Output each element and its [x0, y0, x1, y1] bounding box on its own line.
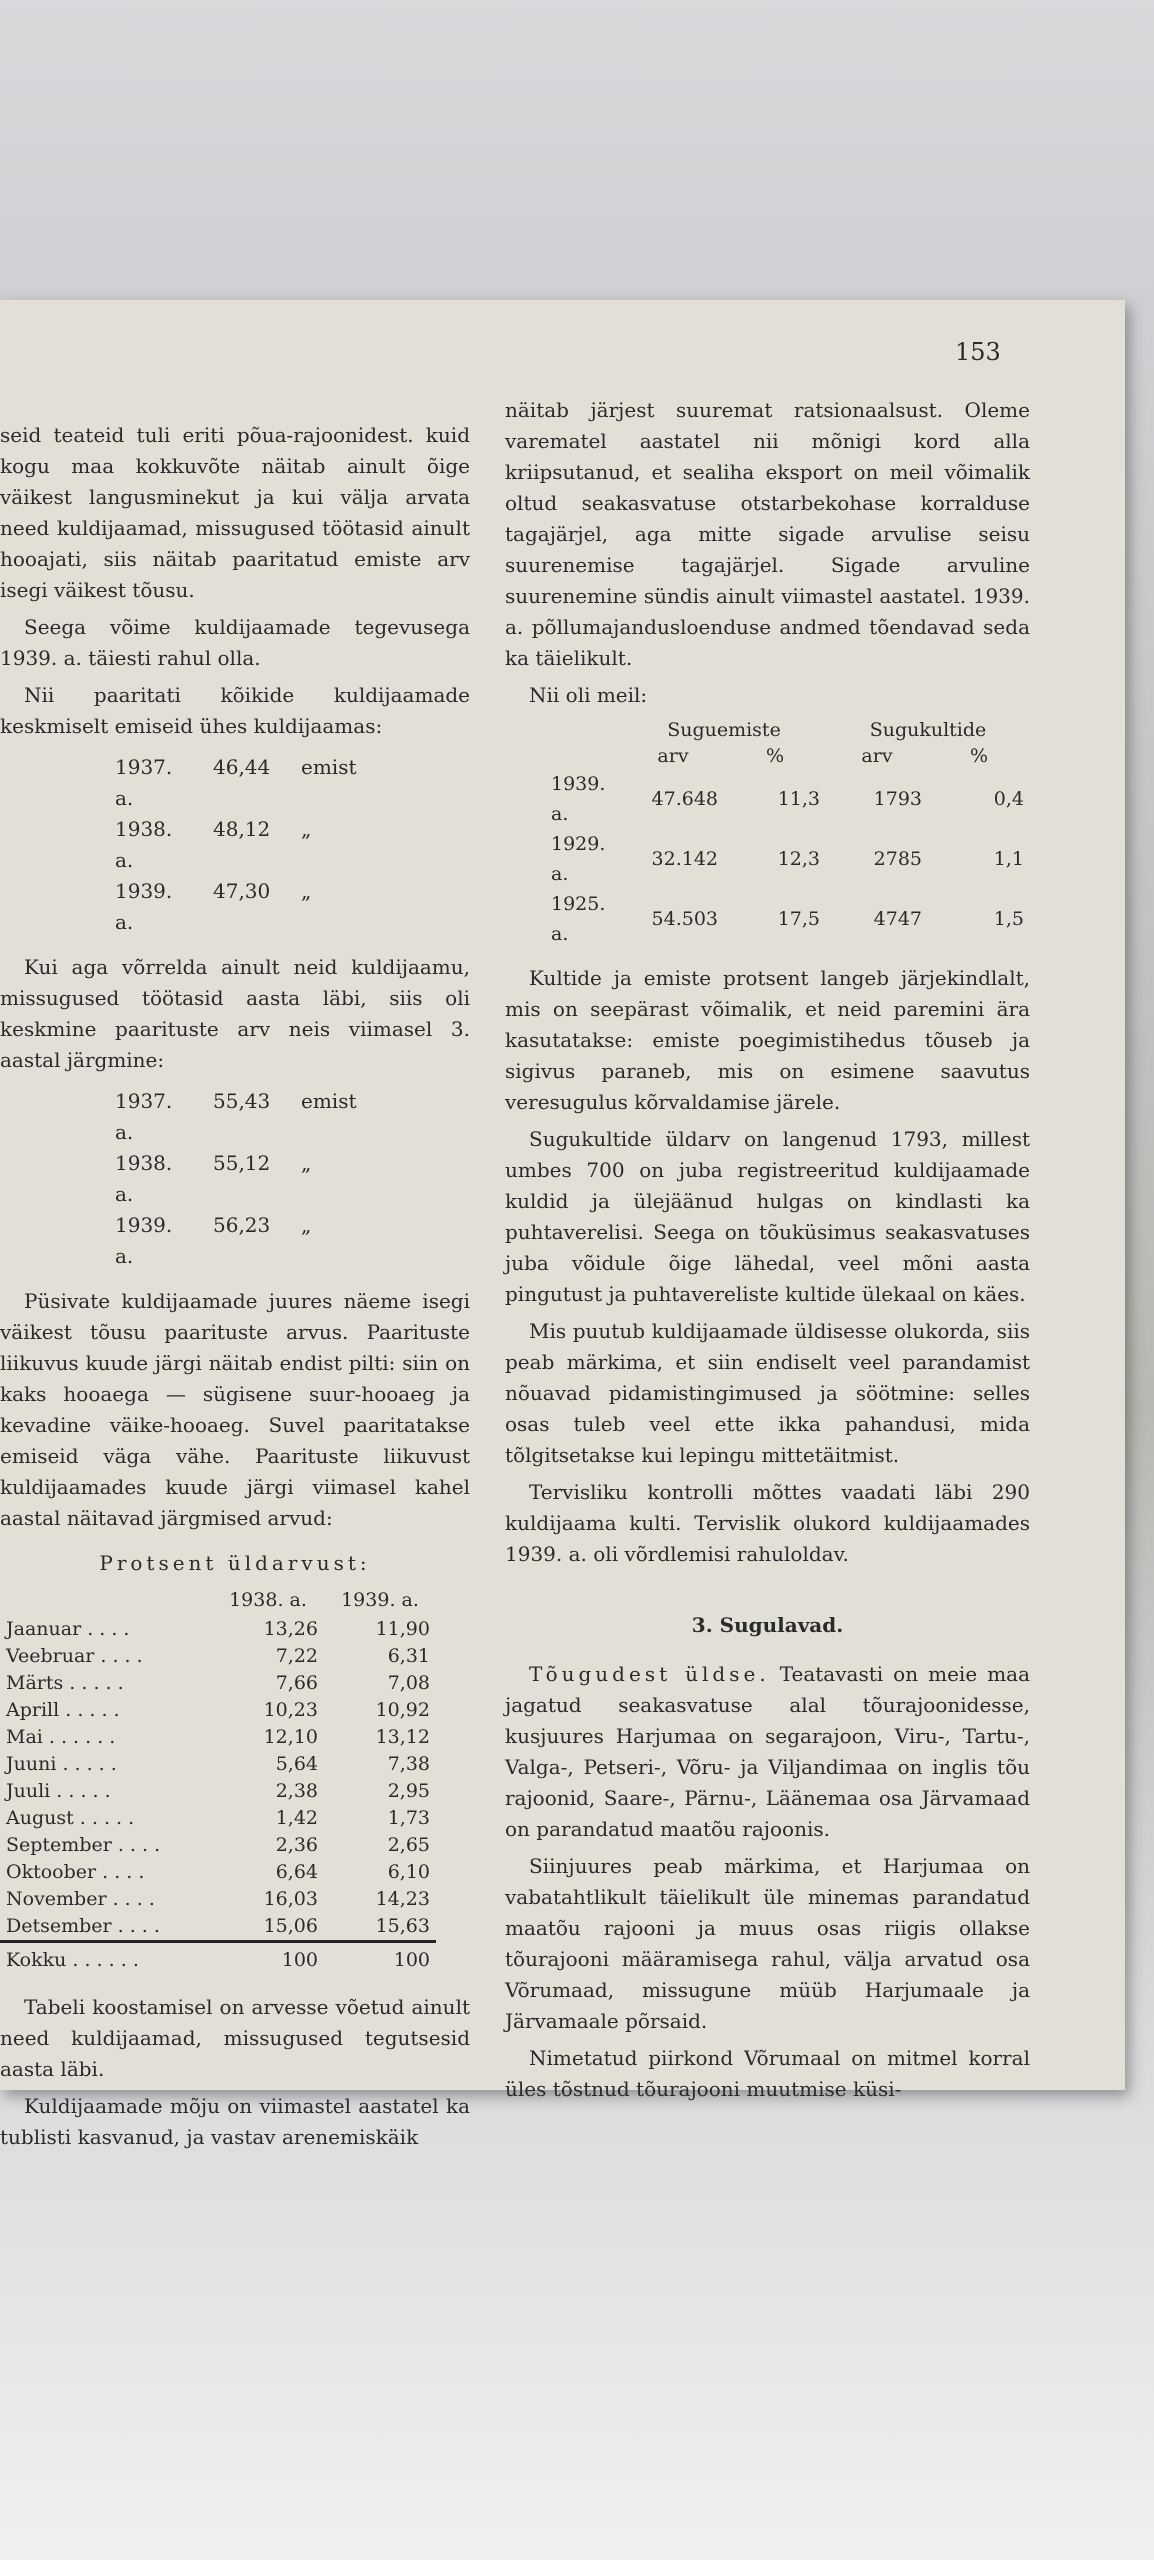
- average-list-1: [115, 752, 470, 938]
- paragraph: Kuldijaamade mõju on viimastel aastatel ka tublisti kasvanud, ja vastav arenemiskäik: [0, 2094, 470, 2149]
- table-row: September . . . . 2,36 2,65: [6, 1834, 430, 1856]
- paragraph: näitab järjest suuremat ratsionaalsust. Oleme varematel aastatel nii mõnigi kord alla kriipsutanud, et sealiha eksport on meil võimalik oltud seakasvatuse otstarbekohase korralduse tagajärjel, aga mitte sigade arvulise seisu suurenemise tagajärjel. Sigade arvuline suurenemine sündis ainult viimastel aastatel. 1939. a. põllumajandusloenduse andmed tõendavad seda ka täielikult.: [505, 398, 1030, 670]
- table-row: 1925. a. 54.503 17,5 4747 1,5: [551, 893, 1024, 945]
- paragraph: Nii paaritati kõikide kuldijaamade keskmiselt emiseid ühes kuldijaamas:: [0, 683, 470, 738]
- book-page: [0, 300, 1125, 2149]
- list-item: 1937. a. 46,44 emist: [115, 755, 357, 810]
- table-row: 1939. a. 47.648 11,3 1793 0,4: [551, 773, 1024, 825]
- page-number: 153: [955, 338, 1001, 366]
- table-row: Märts . . . . . 7,66 7,08: [6, 1672, 430, 1694]
- paragraph: Kultide ja emiste protsent langeb järjekindlalt, mis on seepärast võimalik, et neid paremini ära kasutatakse: emiste poegimistihedus tõuseb ja sigivus paraneb, mis on esimene saavutus veresugulus kõrvaldamise järele.: [505, 966, 1030, 1114]
- paragraph: Siinjuures peab märkima, et Harjumaa on vabatahtlikult täielikult üle minemas parandatud maatõu rajooni ja muus osas riigis ollakse tõurajooni määramisega rahul, välja arvatud osa Võrumaad, missugune müüb Harjumaale ja Järvamaale põrsaid.: [505, 1854, 1030, 2033]
- list-item: 1938. a. 48,12 „: [115, 817, 312, 872]
- paragraph: Seega võime kuldijaamade tegevusega 1939. a. täiesti rahul olla.: [0, 615, 470, 670]
- table-caption: Protsent üldarvust:: [99, 1551, 371, 1575]
- paragraph: Nimetatud piirkond Võrumaal on mitmel korral üles tõstnud tõurajooni muutmise küsi-: [505, 2046, 1030, 2101]
- table-header-row: Suguemiste Sugukultide: [667, 719, 987, 741]
- paragraph: Kui aga võrrelda ainult neid kuldijaamu, missugused töötasid aasta läbi, siis oli keskmine paarituste arv neis viimasel 3. aastal järgmine:: [0, 955, 470, 1072]
- table-row: Oktoober . . . . 6,64 6,10: [6, 1861, 430, 1883]
- paragraph: seid teateid tuli eriti põua-rajoonidest. kuid kogu maa kokkuvõte näitab ainult õige väikest langusminekut ja kui välja arvata need kuldijaamad, missugused töötasid ainult hooajati, siis näitab paaritatud emiste arv isegi väikest tõusu.: [0, 423, 470, 602]
- average-list-2: [115, 1086, 470, 1272]
- table-row: Juuni . . . . . 5,64 7,38: [6, 1753, 430, 1775]
- paragraph: Mis puutub kuldijaamade üldisesse olukorda, siis peab märkima, et siin endiselt veel parandamist nõuavad pidamistingimused ja söötmine: selles osas tuleb veel ette ikka pahandusi, mida tõlgitsetakse kui lepingu mittetäitmist.: [505, 1319, 1030, 1467]
- table-row: Aprill . . . . . 10,23 10,92: [6, 1699, 430, 1721]
- paragraph: Tõugudest üldse. Teatavasti on meie maa jagatud seakasvatuse alal tõurajoonidesse, kusjuures Harjumaa on segarajoon, Viru-, Tartu-, Valga-, Petseri-, Võru- ja Viljandimaa on inglis tõu rajoonid, Saare-, Pärnu-, Läänemaa osa Järvamaad on parandatud maatõu rajoonis.: [505, 1662, 1030, 1841]
- table-row: Jaanuar . . . . 13,26 11,90: [6, 1618, 430, 1640]
- table-header-row: 1938. a. 1939. a.: [229, 1589, 419, 1611]
- table-subheader-row: arv % arv %: [657, 745, 989, 767]
- paragraph-lead: Tõugudest üldse.: [529, 1662, 770, 1686]
- paragraph: Püsivate kuldijaamade juures näeme isegi väikest tõusu paarituste arvus. Paarituste liikuvus kuude järgi näitab endist pilti: siin on kaks hooaega — sügisene suur-hooaeg ja kevadine väike-hooaeg. Suvel paaritatakse emiseid väga vähe. Paarituste liikuvust kuldijaamades kuude järgi viimasel kahel aastal näitavad järgmised arvud:: [0, 1289, 470, 1530]
- table-total-row: Kokku . . . . . . 100 100: [0, 1942, 436, 1975]
- right-column: [505, 395, 1030, 2111]
- table-row: 1929. a. 32.142 12,3 2785 1,1: [551, 833, 1024, 885]
- table-row: Juuli . . . . . 2,38 2,95: [6, 1780, 430, 1802]
- list-item: 1938. a. 55,12 „: [115, 1151, 312, 1206]
- list-item: 1939. a. 47,30 „: [115, 879, 312, 934]
- paragraph: Tervisliku kontrolli mõttes vaadati läbi 290 kuldijaama kulti. Tervislik olukord kuldijaamades 1939. a. oli võrdlemisi rahuloldav.: [505, 1480, 1030, 1566]
- paragraph: Sugukultide üldarv on langenud 1793, millest umbes 700 on juba registreeritud kuldijaamade kuldid ja ülejäänud hulgas on kindlasti ka puhtaverelisi. Seega on tõuküsimus seakasvatuses juba võidule õige lähedal, veel mõni aasta pingutust ja puhtavereliste kultide ülekaal on käes.: [505, 1127, 1030, 1306]
- monthly-percent-table: [0, 1585, 436, 1974]
- paragraph: Tabeli koostamisel on arvesse võetud ainult need kuldijaamad, missugused tegutsesid aasta läbi.: [0, 1995, 470, 2081]
- paragraph: Nii oli meil:: [529, 683, 648, 707]
- list-item: 1939. a. 56,23 „: [115, 1213, 312, 1268]
- breeding-stock-table: [545, 717, 1030, 949]
- table-row: November . . . . 16,03 14,23: [6, 1888, 430, 1910]
- table-row: Veebruar . . . . 7,22 6,31: [6, 1645, 430, 1667]
- table-row: Mai . . . . . . 12,10 13,12: [6, 1726, 430, 1748]
- table-row: Detsember . . . . 15,06 15,63: [6, 1915, 430, 1937]
- section-heading: 3. Sugulavad.: [691, 1613, 844, 1637]
- table-row: August . . . . . 1,42 1,73: [6, 1807, 430, 1829]
- left-column: [0, 420, 470, 2159]
- list-item: 1937. a. 55,43 emist: [115, 1089, 357, 1144]
